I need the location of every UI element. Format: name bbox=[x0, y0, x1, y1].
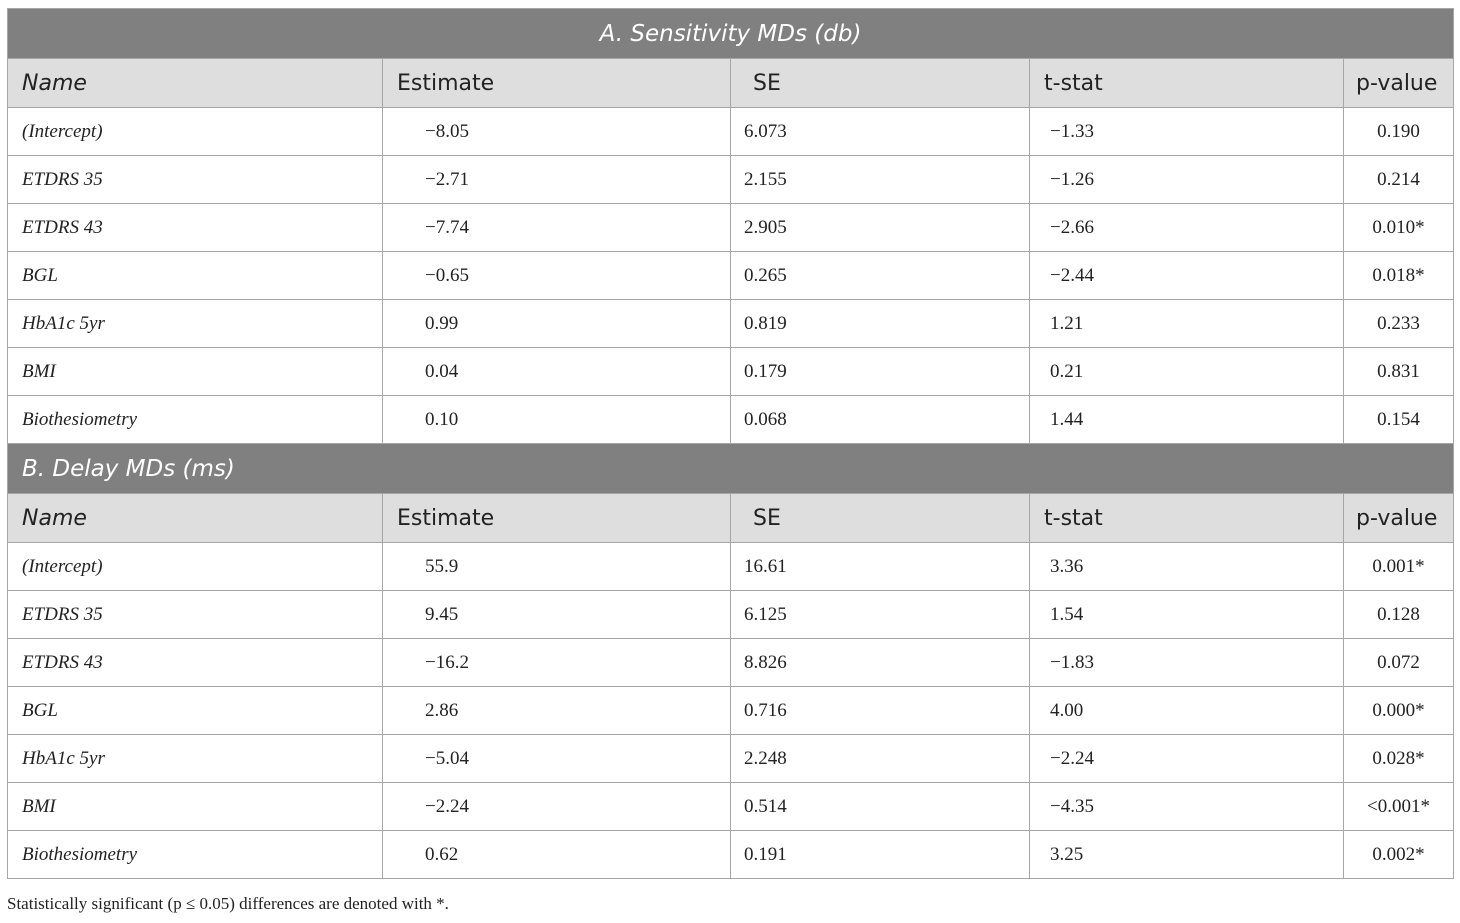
column-header-se: SE bbox=[731, 494, 1030, 543]
cell-estimate: 0.99 bbox=[383, 300, 731, 348]
cell-se: 6.125 bbox=[731, 591, 1030, 639]
cell-name: ETDRS 35 bbox=[8, 156, 383, 204]
table-row bbox=[8, 204, 1454, 252]
cell-name: BGL bbox=[8, 252, 383, 300]
cell-p-value: 0.010* bbox=[1344, 204, 1454, 252]
cell-p-value: 0.072 bbox=[1344, 639, 1454, 687]
cell-se: 2.905 bbox=[731, 204, 1030, 252]
cell-name: BGL bbox=[8, 687, 383, 735]
column-header-estimate: Estimate bbox=[383, 59, 731, 108]
table-row bbox=[8, 108, 1454, 156]
cell-p-value: 0.233 bbox=[1344, 300, 1454, 348]
cell-se: 2.248 bbox=[731, 735, 1030, 783]
section-title-row bbox=[8, 444, 1454, 494]
cell-p-value: 0.214 bbox=[1344, 156, 1454, 204]
regression-table-container bbox=[7, 8, 1453, 879]
cell-estimate: −7.74 bbox=[383, 204, 731, 252]
column-header-name: Name bbox=[8, 494, 383, 543]
table-row bbox=[8, 252, 1454, 300]
cell-name: Biothesiometry bbox=[8, 396, 383, 444]
cell-se: 8.826 bbox=[731, 639, 1030, 687]
cell-estimate: 9.45 bbox=[383, 591, 731, 639]
cell-name: ETDRS 43 bbox=[8, 204, 383, 252]
cell-estimate: −8.05 bbox=[383, 108, 731, 156]
column-header-p-value: p-value bbox=[1344, 59, 1454, 108]
cell-estimate: −2.24 bbox=[383, 783, 731, 831]
cell-p-value: 0.831 bbox=[1344, 348, 1454, 396]
cell-p-value: 0.018* bbox=[1344, 252, 1454, 300]
cell-se: 0.819 bbox=[731, 300, 1030, 348]
cell-estimate: −2.71 bbox=[383, 156, 731, 204]
cell-name: (Intercept) bbox=[8, 108, 383, 156]
cell-p-value: <0.001* bbox=[1344, 783, 1454, 831]
cell-estimate: 0.10 bbox=[383, 396, 731, 444]
cell-name: ETDRS 35 bbox=[8, 591, 383, 639]
table-row bbox=[8, 783, 1454, 831]
cell-t-stat: −1.83 bbox=[1030, 639, 1344, 687]
column-header-se: SE bbox=[731, 59, 1030, 108]
cell-estimate: 55.9 bbox=[383, 543, 731, 591]
cell-estimate: 0.04 bbox=[383, 348, 731, 396]
cell-name: BMI bbox=[8, 348, 383, 396]
column-header-name: Name bbox=[8, 59, 383, 108]
cell-se: 0.179 bbox=[731, 348, 1030, 396]
cell-name: BMI bbox=[8, 783, 383, 831]
cell-t-stat: 3.25 bbox=[1030, 831, 1344, 879]
cell-estimate: −5.04 bbox=[383, 735, 731, 783]
section-title-row bbox=[8, 9, 1454, 59]
table-footnote: Statistically significant (p ≤ 0.05) differences are denoted with *. bbox=[7, 894, 449, 913]
table-row bbox=[8, 639, 1454, 687]
cell-t-stat: −2.44 bbox=[1030, 252, 1344, 300]
cell-t-stat: 1.44 bbox=[1030, 396, 1344, 444]
column-header-t-stat: t-stat bbox=[1030, 59, 1344, 108]
cell-p-value: 0.190 bbox=[1344, 108, 1454, 156]
cell-t-stat: −2.24 bbox=[1030, 735, 1344, 783]
table-row bbox=[8, 591, 1454, 639]
table-row bbox=[8, 735, 1454, 783]
cell-se: 0.716 bbox=[731, 687, 1030, 735]
section-title: B. Delay MDs (ms) bbox=[8, 444, 1454, 494]
cell-t-stat: −1.33 bbox=[1030, 108, 1344, 156]
column-header-p-value: p-value bbox=[1344, 494, 1454, 543]
cell-p-value: 0.128 bbox=[1344, 591, 1454, 639]
table-row bbox=[8, 348, 1454, 396]
table-row bbox=[8, 300, 1454, 348]
cell-t-stat: −4.35 bbox=[1030, 783, 1344, 831]
cell-se: 0.068 bbox=[731, 396, 1030, 444]
cell-se: 0.265 bbox=[731, 252, 1030, 300]
column-header-row bbox=[8, 59, 1454, 108]
regression-table bbox=[7, 8, 1454, 879]
table-row bbox=[8, 831, 1454, 879]
cell-name: ETDRS 43 bbox=[8, 639, 383, 687]
cell-t-stat: −2.66 bbox=[1030, 204, 1344, 252]
table-row bbox=[8, 687, 1454, 735]
table-row bbox=[8, 156, 1454, 204]
cell-t-stat: −1.26 bbox=[1030, 156, 1344, 204]
cell-p-value: 0.001* bbox=[1344, 543, 1454, 591]
cell-t-stat: 4.00 bbox=[1030, 687, 1344, 735]
cell-se: 0.191 bbox=[731, 831, 1030, 879]
cell-p-value: 0.002* bbox=[1344, 831, 1454, 879]
cell-estimate: −0.65 bbox=[383, 252, 731, 300]
section-title: A. Sensitivity MDs (db) bbox=[8, 9, 1454, 59]
cell-name: HbA1c 5yr bbox=[8, 300, 383, 348]
column-header-row bbox=[8, 494, 1454, 543]
cell-t-stat: 1.21 bbox=[1030, 300, 1344, 348]
cell-se: 2.155 bbox=[731, 156, 1030, 204]
cell-t-stat: 1.54 bbox=[1030, 591, 1344, 639]
cell-name: HbA1c 5yr bbox=[8, 735, 383, 783]
cell-estimate: 0.62 bbox=[383, 831, 731, 879]
cell-estimate: −16.2 bbox=[383, 639, 731, 687]
column-header-t-stat: t-stat bbox=[1030, 494, 1344, 543]
table-row bbox=[8, 396, 1454, 444]
cell-p-value: 0.028* bbox=[1344, 735, 1454, 783]
cell-t-stat: 3.36 bbox=[1030, 543, 1344, 591]
cell-estimate: 2.86 bbox=[383, 687, 731, 735]
table-row bbox=[8, 543, 1454, 591]
cell-name: Biothesiometry bbox=[8, 831, 383, 879]
cell-t-stat: 0.21 bbox=[1030, 348, 1344, 396]
cell-se: 16.61 bbox=[731, 543, 1030, 591]
column-header-estimate: Estimate bbox=[383, 494, 731, 543]
cell-se: 6.073 bbox=[731, 108, 1030, 156]
cell-p-value: 0.000* bbox=[1344, 687, 1454, 735]
cell-se: 0.514 bbox=[731, 783, 1030, 831]
cell-name: (Intercept) bbox=[8, 543, 383, 591]
cell-p-value: 0.154 bbox=[1344, 396, 1454, 444]
